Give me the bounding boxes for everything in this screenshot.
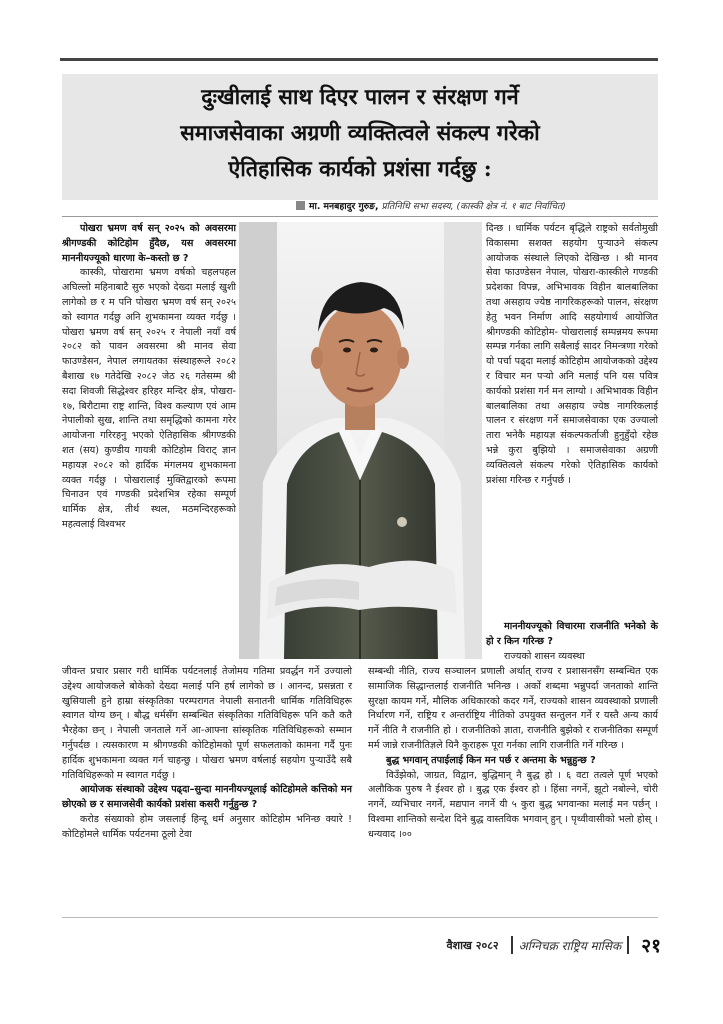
right-column bbox=[486, 222, 658, 488]
headline bbox=[62, 80, 658, 188]
portrait-illustration bbox=[239, 222, 482, 659]
byline-square-icon bbox=[296, 201, 305, 210]
answer-1-end: जीवन्त प्रचार प्रसार गरी धार्मिक पर्यटनलाई तेजोमय गतिमा प्रवर्द्धन गर्ने उज्यालो उद्देश्य आयोजकले बोकेको देख्दा मलाई पनि हर्ष लागेको छ । आनन्द, प्रसन्नता र खुसियाली हुने हाम्रा संस्कृतिका परम्परागत नेपाली सनातनी धार्मिक गतिविधिहरू स्वागत योग्य छन् । बौद्ध धर्मसँग सम्बन्धित संस्कृतिका गतिविधिहरू पनि कतै कतै भैरहेका छन् । नेपाली जनताले गर्ने आ-आफ्ना सांस्कृतिक गतिविधिहरूको सम्मान गर्नुपर्दछ । त्यसकारण म श्रीगण्डकी कोटिहोमको पूर्ण सफलताको कामना गर्दै पुनः हार्दिक शुभकामना व्यक्त गर्न चाहन्छु । पोखरा भ्रमण वर्षलाई सहयोग पुऱ्याउँदै सबै गतिविधिहरूको म स्वागत गर्दछु । bbox=[62, 666, 352, 781]
bottom-left-column bbox=[62, 665, 352, 843]
footer-rule bbox=[62, 917, 658, 918]
byline-role: प्रतिनिधि सभा सदस्य, (कास्की क्षेत्र नं. १ बाट निर्वाचित) bbox=[381, 201, 566, 212]
answer-4: विउँझेको, जाग्रत, विद्वान, बुद्धिमान् नै बुद्ध हो । ६ वटा तत्वले पूर्ण भएको अलौकिक पुरुष नै ईश्वर हो । बुद्ध एक ईश्वर हो । हिंसा नगर्ने, झूटो नबोल्ने, चोरी नगर्ने, व्यभिचार नगर्ने, मद्यपान नगर्ने यी ५ कुरा बुद्ध भगवान्का मलाई मन पर्छन् । विश्वमा शान्तिको सन्देश दिने बुद्ध वास्तविक भगवान् हुन् । पृथ्वीवासीको भलो होस् । धन्यवाद ।०० bbox=[368, 769, 658, 840]
page-footer bbox=[446, 932, 661, 958]
question-3: आयोजक संस्थाको उद्देश्य पढ्दा–सुन्दा माननीयज्यूलाई कोटिहोमले कत्तिको मन छोएको छ र समाजसेवी कार्यको प्रशंसा कसरी गर्नुहुन्छ ? bbox=[62, 784, 352, 811]
answer-1-continued: दिन्छ । धार्मिक पर्यटन बृद्धिले राष्ट्रको सर्वतोमुखी विकासमा सशक्त सहयोग पुऱ्याउने संकल्प आयोजक संस्थाले लिएको देखिन्छ । श्री मानव सेवा फाउण्डेसन नेपाल, पोखरा-कास्कीले गण्डकी प्रदेशका विपन्न, अभिभावक विहीन बालबालिका तथा असहाय ज्येष्ठ नागरिकहरूको पालन, संरक्षण हेतु भवन निर्माण आदि सहयोगार्थ आयोजित श्रीगण्डकी कोटिहोम- पोखरालाई सम्पन्नमय रूपमा सम्पन्न गर्नका लागि सबैलाई सादर निमन्त्रणा गरेको यो पर्चा पढ्दा मलाई कोटिहोम आयोजकको उद्देश्य र विचार मन पऱ्यो अनि मलाई पनि यस पवित्र कार्यको प्रशंसा गर्न मन लाग्यो । अभिभावक विहीन बालबालिका तथा असहाय ज्येष्ठ नागरिकलाई पालन र संरक्षण गर्ने समाजसेवाका एक उज्यालो तारा भनेकै महायज्ञ संकल्पकर्ताजी हुनुहुँदो रहेछ भन्ने कुरा बुझियो । समाजसेवाका अग्रणी व्यक्तित्वले संकल्प गरेको ऐतिहासिक कार्यको प्रशंसा गरिन्छ र गर्नुपर्छ । bbox=[486, 223, 658, 486]
answer-2-start: राज्यको शासन व्यवस्था bbox=[504, 650, 585, 662]
headline-line-3: ऐतिहासिक कार्यको प्रशंसा गर्दछु : bbox=[228, 157, 492, 182]
headline-line-2: समाजसेवाका अग्रणी व्यक्तित्वले संकल्प गरेको bbox=[180, 121, 540, 146]
question-1: पोखरा भ्रमण वर्ष सन् २०२५ को अवसरमा श्रीगण्डकी कोटिहोम हुँदैछ, यस अवसरमा माननीयज्यूको धारणा के–कस्तो छ ? bbox=[62, 223, 236, 264]
magazine-name: अग्निचक्र राष्ट्रिय मासिक bbox=[518, 938, 622, 953]
byline-name: मा. मनबहादुर गुरुङ, bbox=[309, 201, 379, 212]
answer-3: करोड संख्याको होम जसलाई हिन्दू धर्म अनुसार कोटिहोम भनिन्छ क्यारे ! कोटिहोमले धार्मिक पर्यटनमा ठूलो टेवा bbox=[62, 813, 352, 840]
question-2: माननीयज्यूको विचारमा राजनीति भनेको के हो र किन गरिन्छ ? bbox=[486, 621, 658, 647]
bottom-right-column bbox=[368, 665, 658, 843]
answer-2-continued: सम्बन्धी नीति, राज्य सञ्चालन प्रणाली अर्थात् राज्य र प्रशासनसँग सम्बन्धित एक सामाजिक सिद्धान्तलाई राजनीति भनिन्छ । अर्को शब्दमा भन्नुपर्दा जनताको शान्ति सुरक्षा कायम गर्ने, मौलिक अधिकारको कदर गर्ने, राज्यको शासन व्यवस्थाको प्रणाली निर्धारण गर्ने, राष्ट्रिय र अन्तर्राष्ट्रिय नीतिको उपयुक्त सन्तुलन गर्ने र यस्तै अन्य कार्य गर्ने नीति नै राजनीति हो । राजनीतिको ज्ञाता, राजनीति बुझेको र राजनीतिका सम्पूर्ण मर्म जान्ने राजनीतिज्ञले यिनै कुराहरू पूरा गर्नका लागि राजनीति गर्ने गरिन्छ । bbox=[368, 666, 658, 751]
footer-divider-2 bbox=[627, 936, 629, 954]
byline bbox=[296, 199, 656, 214]
question-4: बुद्ध भगवान् तपाईलाई किन मन पर्छ र अन्तमा के भन्नुहुन्छ ? bbox=[386, 754, 596, 766]
left-column bbox=[62, 222, 236, 533]
top-rule bbox=[60, 58, 658, 61]
right-column-question-2 bbox=[486, 620, 658, 664]
separator-line bbox=[62, 216, 658, 217]
footer-divider bbox=[511, 936, 513, 954]
answer-1: कास्की, पोखरामा भ्रमण वर्षको चहलपहल अघिल्लो महिनाबाटै सुरु भएको देख्दा मलाई खुशी लागेको छ र म पनि पोखरा भ्रमण वर्ष सन् २०२५ को स्वागत गर्दछु अनि शुभकामना व्यक्त गर्दछु । पोखरा भ्रमण वर्ष सन् २०२५ र नेपाली नयाँ वर्ष २०८२ को पावन अवसरमा श्री मानव सेवा फाउण्डेसन, नेपाल लगायतका संस्थाहरूले २०८२ बैशाख १७ गतेदेखि २०८२ जेठ २६ गतेसम्म श्री सदा शिवजी सिद्धेश्वर हरिहर मन्दिर क्षेत्र, पोखरा- १७, बिरौटामा राष्ट्र शान्ति, विश्व कल्याण एवं आम नेपालीको सुख, शान्ति तथा समृद्धिको कामना गरेर आयोजना गरिरहनु भएको ऐतिहासिक श्रीगण्डकी शत (सय) कुण्डीय गायत्री कोटिहोम विराट् ज्ञान महायज्ञ २०८२ को हार्दिक मंगलमय शुभकामना व्यक्त गर्दछु । पोखरालाई मुक्तिद्वारको रूपमा चिनाउन एवं गण्डकी प्रदेशभित्र रहेका सम्पूर्ण धार्मिक क्षेत्र, तीर्थ स्थल, मठमन्दिरहरूको महत्वलाई विश्वभर bbox=[62, 267, 236, 530]
issue-date: वैशाख २०८२ bbox=[446, 938, 499, 952]
portrait-photo bbox=[239, 222, 482, 659]
page-number: २१ bbox=[641, 935, 661, 957]
headline-line-1: दुःखीलाई साथ दिएर पालन र संरक्षण गर्ने bbox=[201, 85, 519, 110]
